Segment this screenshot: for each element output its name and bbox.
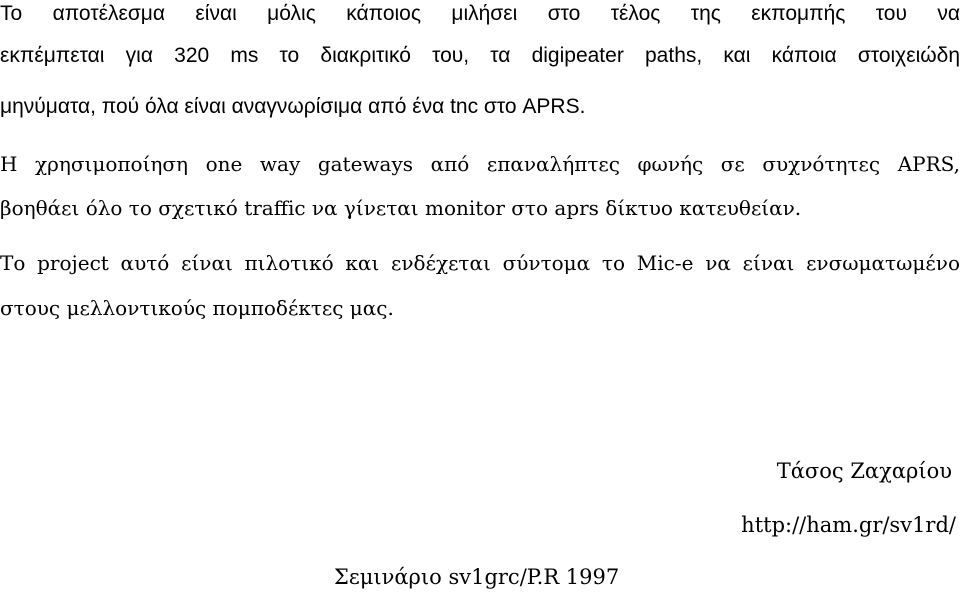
signature-url[interactable]: http://ham.gr/sv1rd/ — [741, 513, 956, 537]
paragraph-2-line-1: Η χρησιμοποίηση one way gateways από επαναλήπτες φωνής σε συχνότητες APRS, — [0, 152, 960, 176]
paragraph-1-line-3: μηνύματα, πού όλα είναι αναγνωρίσιμα από ένα tnc στο APRS. — [0, 95, 586, 118]
paragraph-3-line-2: στους μελλοντικούς πομποδέκτες μας. — [0, 296, 394, 320]
paragraph-3-line-1: Το project αυτό είναι πιλοτικό και ενδέχεται σύντομα το Mic-e να είναι ενσωματωμένο — [0, 251, 960, 275]
paragraph-2-line-2: βοηθάει όλο το σχετικό traffic να γίνεται monitor στο aprs δίκτυο κατευθείαν. — [0, 196, 802, 220]
signature-name: Τάσος Ζαχαρίου — [776, 459, 952, 483]
paragraph-1-line-1: Το αποτέλεσμα είναι μόλις κάποιος μιλήσει στο τέλος της εκπομπής του να — [0, 2, 960, 25]
footer-caption: Σεμινάριο sv1grc/P.R 1997 — [334, 565, 620, 589]
paragraph-1-line-2: εκπέμπεται για 320 ms το διακριτικό του, τα digipeater paths, και κάποια στοιχειώδη — [0, 44, 960, 67]
